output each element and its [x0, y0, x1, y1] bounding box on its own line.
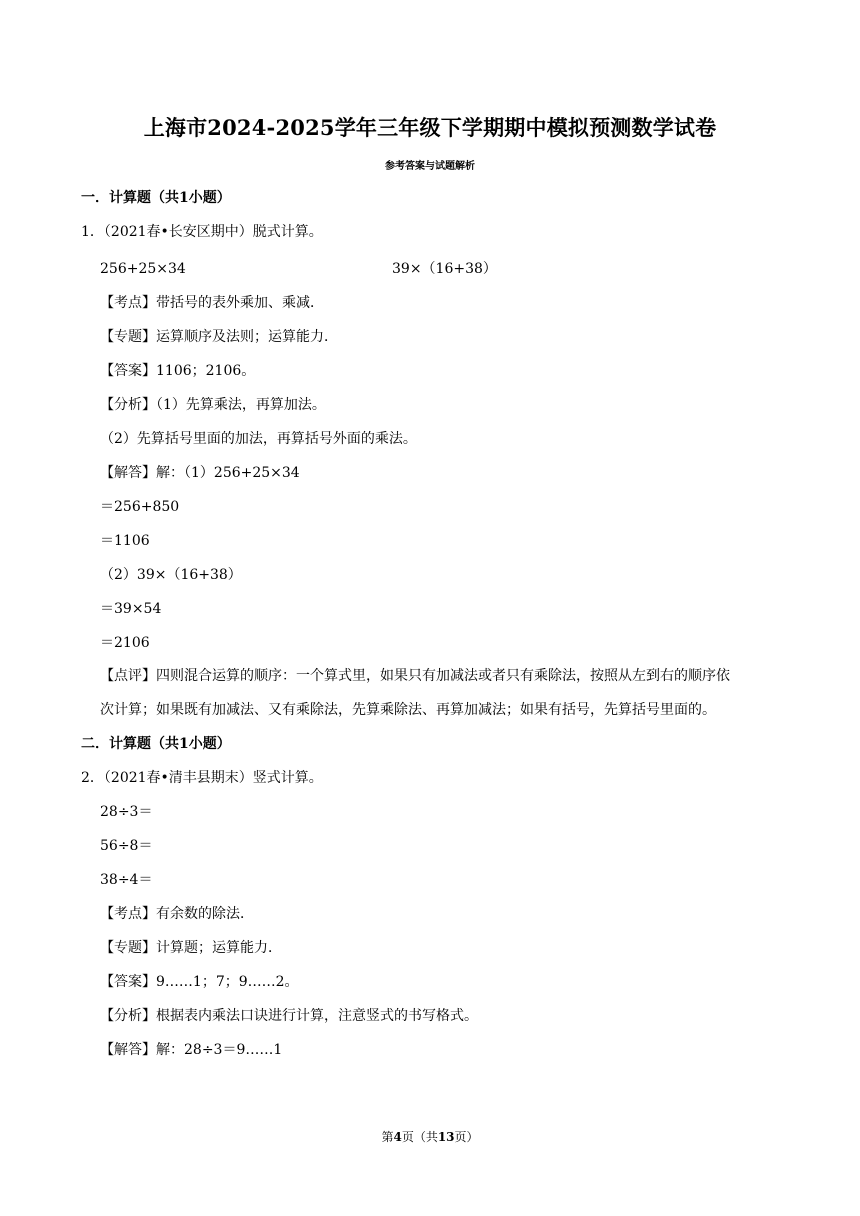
footer-total-pages: 13 [437, 1130, 455, 1144]
question-1-solution-3: ＝1106 [100, 533, 150, 549]
question-1-analysis-1: 【分析】（1）先算乘法，再算加法。 [100, 397, 326, 413]
footer-suffix: 页） [454, 1130, 479, 1144]
page-subtitle: 参考答案与试题解析 [385, 161, 475, 172]
question-2-expr-3: 38÷4＝ [100, 872, 153, 888]
question-2-expr-2: 56÷8＝ [100, 838, 153, 854]
question-1-solution-1: 【解答】解：（1）256+25×34 [100, 465, 300, 481]
question-2-zhuanti: 【专题】计算题；运算能力． [100, 940, 282, 956]
question-1-comment-1: 【点评】四则混合运算的顺序：一个算式里，如果只有加减法或者只有乘除法，按照从左到右的顺序依 [100, 668, 730, 684]
question-1-solution-2: ＝256+850 [100, 499, 180, 515]
question-1-analysis-2: （2）先算括号里面的加法，再算括号外面的乘法。 [100, 431, 417, 447]
question-2-analysis: 【分析】根据表内乘法口诀进行计算，注意竖式的书写格式。 [100, 1008, 478, 1024]
section-heading-2: 二．计算题（共1小题） [81, 736, 231, 752]
page-footer [0, 1128, 860, 1145]
footer-prefix: 第 [381, 1130, 394, 1144]
question-2-kaodian: 【考点】有余数的除法． [100, 906, 254, 922]
question-1-zhuanti: 【专题】运算顺序及法则；运算能力． [100, 329, 338, 345]
section-heading-1: 一．计算题（共1小题） [81, 190, 231, 206]
question-1-intro: 1．（2021春•长安区期中）脱式计算。 [81, 224, 323, 240]
question-2-intro: 2．（2021春•清丰县期末）竖式计算。 [81, 770, 323, 786]
question-2-solution-1: 【解答】解：28÷3＝9……1 [100, 1042, 283, 1058]
question-1-kaodian: 【考点】带括号的表外乘加、乘减． [100, 295, 324, 311]
question-2-answer: 【答案】9……1；7；9……2。 [100, 974, 299, 990]
question-1-solution-5: ＝39×54 [100, 601, 162, 617]
page-title: 上海市2024-2025学年三年级下学期期中模拟预测数学试卷 [143, 115, 717, 140]
question-2-expr-1: 28÷3＝ [100, 804, 153, 820]
question-1-comment-2: 次计算；如果既有加减法、又有乘除法，先算乘除法、再算加减法；如果有括号，先算括号里面的。 [100, 702, 716, 718]
question-1-solution-6: ＝2106 [100, 635, 150, 651]
question-1-solution-4: （2）39×（16+38） [100, 567, 242, 583]
question-1-expr-right: 39×（16+38） [392, 261, 497, 277]
footer-page-number: 4 [393, 1130, 402, 1144]
footer-middle: 页（共 [401, 1130, 438, 1144]
question-1-expr-left: 256+25×34 [100, 261, 186, 277]
question-1-answer: 【答案】1106；2106。 [100, 363, 256, 379]
